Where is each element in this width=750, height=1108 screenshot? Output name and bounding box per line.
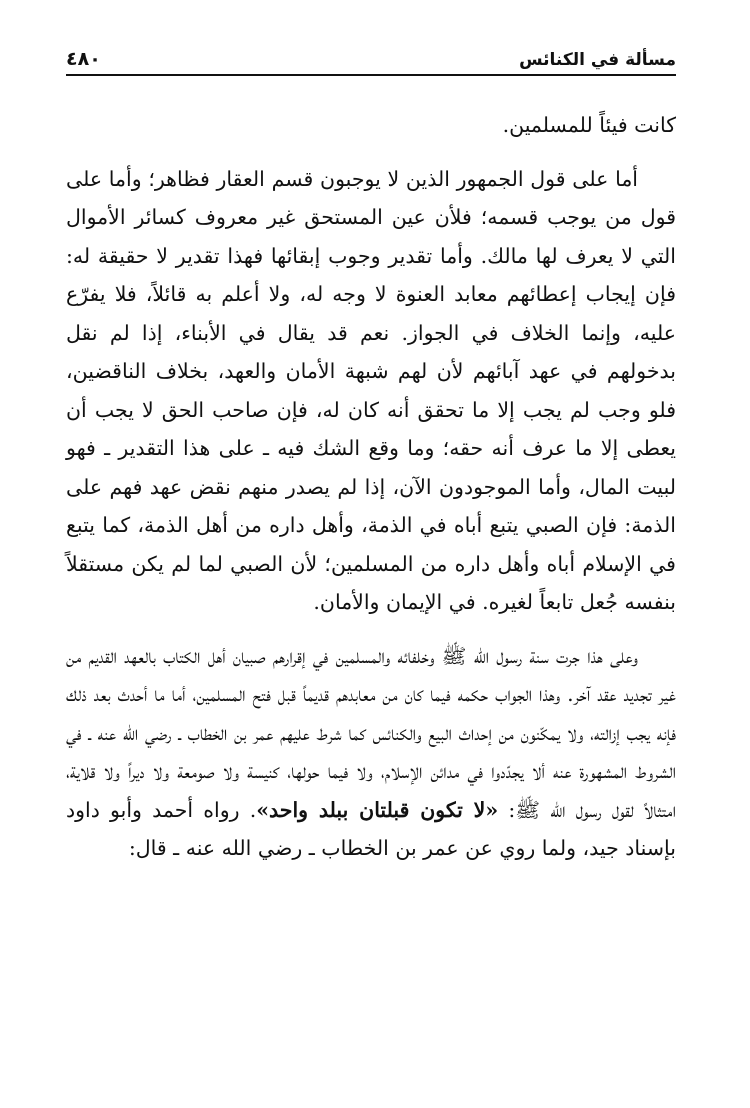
running-title: مسألة في الكنائس [519, 50, 676, 70]
paragraph-spacer [66, 145, 676, 160]
paragraph-3 [66, 637, 676, 868]
hadith-quote: «لا تكون قبلتان ببلد واحد» [256, 797, 499, 822]
paragraph-3-text-before: وعلى هذا جرت سنة رسول الله ﷺ وخلفائه والمسلمين في إقرارهم صبيان أهل الكتاب بالعهد القديم من غير تجديد عقد آخر. وهذا الجواب حكمه فيما كان من معابدهم قديماً قبل فتح المسلمين، أما ما أحدث بعد ذلك فإنه يجب إزالته، ولا يمكّنون من إحداث البيع والكنائس كما شرط عليهم عمر بن الخطاب ـ رضي الله عنه ـ في الشروط المشهورة عنه ألا يجدّدوا في مدائن الإسلام، ولا فيما حولها، كنيسة ولا صومعة ولا ديراً ولا قلاية، امتثالاً لقول رسول الله ﷺ: [66, 643, 676, 822]
page-header [66, 42, 676, 76]
paragraph-spacer [66, 622, 676, 637]
paragraph-1: كانت فيئاً للمسلمين. [502, 113, 676, 137]
paragraph-2: أما على قول الجمهور الذين لا يوجبون قسم العقار فظاهر؛ وأما على قول من يوجب قسمه؛ فلأن عين المستحق غير معروف كسائر الأموال التي لا يعرف لها مالك. وأما تقدير وجوب إبقائها فهذا تقدير لا حقيقة له: فإن إيجاب إعطائهم معابد العنوة لا وجه له، ولا أعلم به قائلاً، فلا يفرّع عليه، وإنما الخلاف في الجواز. نعم قد يقال في الأبناء، إذا لم نقل بدخولهم في عهد آبائهم لأن لهم شبهة الأمان والعهد، بخلاف الناقضين، فلو وجب لم يجب إلا ما تحقق أنه كان له، فإن صاحب الحق لا يجب أن يعطى إلا ما عرف أنه حقه؛ وما وقع الشك فيه ـ على هذا التقدير ـ فهو لبيت المال، وأما الموجودون الآن، إذا لم يصدر منهم نقض عهد فهم على الذمة: فإن الصبي يتبع أباه في الذمة، وأهل داره من أهل الذمة، كما يتبع في الإسلام أباه وأهل داره من المسلمين؛ لأن الصبي لما لم يكن مستقلاً بنفسه جُعل تابعاً لغيره. في الإيمان والأمان. [66, 166, 676, 614]
body-text [66, 106, 676, 868]
page-number: ٤٨٠ [66, 48, 101, 70]
paragraph-3-text-after: . رواه أحمد وأبو داود بإسناد جيد، ولما روي عن عمر بن الخطاب ـ رضي الله عنه ـ قال: [66, 797, 676, 860]
